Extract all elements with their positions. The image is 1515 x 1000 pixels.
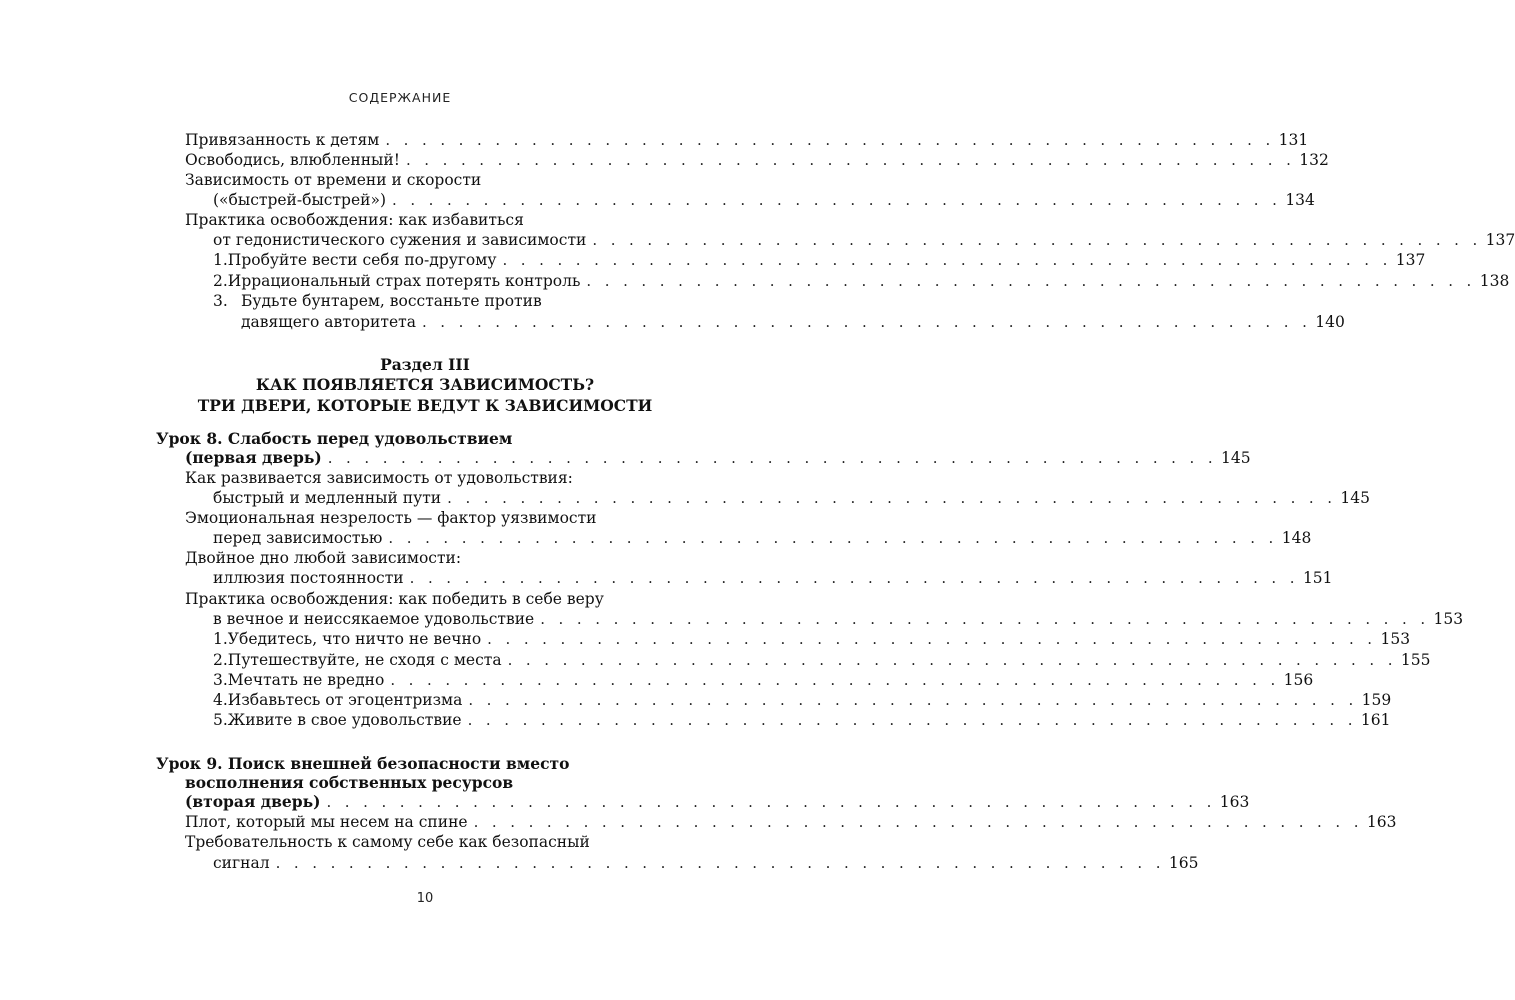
entry-title: Убедитесь, что ничто не вечно xyxy=(227,630,482,648)
dot-leader: . . . . . . . . . . . . . . . . . . . . . . . . . . . . . . . . . . . . . . . . . . . . . . . . . xyxy=(467,711,1357,729)
entry-title: Практика освобождения: как победить в себе веру xyxy=(185,590,604,608)
toc-subentry-3-line2 xyxy=(241,311,1345,333)
section-title-line2: ТРИ ДВЕРИ, КОТОРЫЕ ВЕДУТ К ЗАВИСИМОСТИ xyxy=(197,396,653,415)
toc-entry-pleasure-dependency-line2 xyxy=(213,487,1371,509)
section-title-line1: КАК ПОЯВЛЯЕТСЯ ЗАВИСИМОСТЬ? xyxy=(255,375,595,394)
dot-leader: . . . . . . . . . . . . . . . . . . . . . . . . . . . . . . . . . . . . . . . . . . . . . . . . . xyxy=(392,191,1282,209)
entry-page: 156 xyxy=(1283,671,1314,689)
entry-page: 145 xyxy=(1340,489,1371,507)
dot-leader: . . . . . . . . . . . . . . . . . . . . . . . . . . . . . . . . . . . . . . . . . . . . . . . . . xyxy=(388,529,1278,547)
lesson-title: восполнения собственных ресурсов xyxy=(185,773,514,792)
entry-page: 138 xyxy=(1479,272,1510,290)
entry-page: 163 xyxy=(1219,793,1250,811)
lesson-title: Урок 8. Слабость перед удовольствием xyxy=(156,429,513,448)
entry-title: Будьте бунтарем, восстаньте против xyxy=(241,292,542,310)
lesson-8-title-line2 xyxy=(185,447,1251,469)
lesson-9-title-line3 xyxy=(185,791,1250,813)
entry-title: Освободись, влюбленный! xyxy=(185,151,400,169)
entry-page: 163 xyxy=(1366,813,1397,831)
toc-entry-pleasure-dependency-line1 xyxy=(185,467,694,489)
toc-entry-practice-line1 xyxy=(185,209,694,231)
toc-entry-emotional-immaturity-line1 xyxy=(185,507,694,529)
entry-page: 161 xyxy=(1360,711,1391,729)
entry-title: перед зависимостью xyxy=(213,529,383,547)
dot-leader: . . . . . . . . . . . . . . . . . . . . . . . . . . . . . . . . . . . . . . . . . . . . . . . . . xyxy=(502,251,1392,269)
dot-leader: . . . . . . . . . . . . . . . . . . . . . . . . . . . . . . . . . . . . . . . . . . . . . . . . . xyxy=(592,231,1482,249)
dot-leader: . . . . . . . . . . . . . . . . . . . . . . . . . . . . . . . . . . . . . . . . . . . . . . . . . xyxy=(586,272,1476,290)
entry-title: Привязанность к детям xyxy=(185,131,380,149)
dot-leader: . . . . . . . . . . . . . . . . . . . . . . . . . . . . . . . . . . . . . . . . . . . . . . . . . xyxy=(385,131,1275,149)
entry-title: Мечтать не вредно xyxy=(227,671,385,689)
toc-entry-self-demand-line1 xyxy=(185,831,694,853)
lesson-title: (первая дверь) xyxy=(185,448,322,467)
entry-title: давящего авторитета xyxy=(241,313,416,331)
toc-subentry-2 xyxy=(213,649,1431,671)
toc-entry-double-bottom-line1 xyxy=(185,547,694,569)
toc-entry-practice-belief-line2 xyxy=(213,608,1464,630)
toc-subentry-1 xyxy=(213,628,1411,650)
entry-page: 165 xyxy=(1168,854,1199,872)
toc-subentry-3 xyxy=(213,669,1314,691)
dot-leader: . . . . . . . . . . . . . . . . . . . . . . . . . . . . . . . . . . . . . . . . . . . . . . . . . xyxy=(468,691,1358,709)
entry-page: 145 xyxy=(1221,449,1251,467)
entry-page: 153 xyxy=(1433,610,1464,628)
entry-page: 137 xyxy=(1395,251,1426,269)
entry-page: 155 xyxy=(1400,651,1431,669)
entry-page: 148 xyxy=(1281,529,1312,547)
entry-page: 134 xyxy=(1285,191,1315,209)
page-header: СОДЕРЖАНИЕ xyxy=(348,90,452,105)
entry-page: 151 xyxy=(1302,569,1333,587)
lesson-title: (вторая дверь) xyxy=(185,792,321,811)
dot-leader: . . . . . . . . . . . . . . . . . . . . . . . . . . . . . . . . . . . . . . . . . . . . . . . . . xyxy=(507,651,1397,669)
entry-title: Избавьтесь от эгоцентризма xyxy=(227,691,463,709)
entry-number: 1. xyxy=(213,251,228,269)
entry-number: 3. xyxy=(213,292,228,310)
dot-leader: . . . . . . . . . . . . . . . . . . . . . . . . . . . . . . . . . . . . . . . . . . . . . . . . . xyxy=(421,313,1312,331)
section-label: Раздел III xyxy=(380,355,470,374)
toc-entry-double-bottom-line2 xyxy=(213,567,1333,589)
dot-leader: . . . . . . . . . . . . . . . . . . . . . . . . . . . . . . . . . . . . . . . . . . . . . . . . . xyxy=(487,630,1377,648)
toc-entry-practice-belief-line1 xyxy=(185,588,694,610)
dot-leader: . . . . . . . . . . . . . . . . . . . . . . . . . . . . . . . . . . . . . . . . . . . . . . . . . xyxy=(540,610,1430,628)
entry-title: Двойное дно любой зависимости: xyxy=(185,549,462,567)
toc-entry-free-lover xyxy=(185,149,1329,171)
entry-title: Живите в свое удовольствие xyxy=(227,711,462,729)
entry-title: Требовательность к самому себе как безопасный xyxy=(185,833,590,851)
entry-page: 131 xyxy=(1278,131,1309,149)
toc-entry-children-attachment xyxy=(185,129,1309,151)
entry-number: 5. xyxy=(213,711,228,729)
dot-leader: . . . . . . . . . . . . . . . . . . . . . . . . . . . . . . . . . . . . . . . . . . . . . . . . . xyxy=(447,489,1337,507)
toc-subentry-4 xyxy=(213,689,1392,711)
entry-page: 132 xyxy=(1299,151,1329,169)
entry-title: иллюзия постоянности xyxy=(213,569,404,587)
toc-subentry-3-line1 xyxy=(213,290,694,312)
dot-leader: . . . . . . . . . . . . . . . . . . . . . . . . . . . . . . . . . . . . . . . . . . . . . . . . . xyxy=(275,854,1165,872)
dot-leader: . . . . . . . . . . . . . . . . . . . . . . . . . . . . . . . . . . . . . . . . . . . . . . . . . xyxy=(405,151,1296,169)
entry-title: в вечное и неиссякаемое удовольствие xyxy=(213,610,535,628)
entry-title: Плот, который мы несем на спине xyxy=(185,813,468,831)
entry-number: 2. xyxy=(213,651,228,669)
toc-entry-emotional-immaturity-line2 xyxy=(213,527,1312,549)
entry-title: Иррациональный страх потерять контроль xyxy=(227,272,581,290)
toc-entry-raft xyxy=(185,811,1397,833)
entry-title: от гедонистического сужения и зависимости xyxy=(213,231,587,249)
entry-number: 4. xyxy=(213,691,228,709)
dot-leader: . . . . . . . . . . . . . . . . . . . . . . . . . . . . . . . . . . . . . . . . . . . . . . . . . xyxy=(326,793,1216,811)
entry-title: Зависимость от времени и скорости xyxy=(185,171,482,189)
entry-title: Пробуйте вести себя по-другому xyxy=(227,251,497,269)
entry-title: сигнал xyxy=(213,854,270,872)
entry-number: 2. xyxy=(213,272,228,290)
toc-entry-time-dependency-line1 xyxy=(185,169,694,191)
toc-entry-time-dependency-line2 xyxy=(213,189,1315,211)
toc-subentry-1 xyxy=(213,249,1426,271)
toc-entry-practice-line2 xyxy=(213,229,1515,251)
dot-leader: . . . . . . . . . . . . . . . . . . . . . . . . . . . . . . . . . . . . . . . . . . . . . . . . . xyxy=(409,569,1299,587)
entry-number: 3. xyxy=(213,671,228,689)
entry-title: Эмоциональная незрелость — фактор уязвимости xyxy=(185,509,597,527)
entry-page: 153 xyxy=(1380,630,1411,648)
entry-title: быстрый и медленный пути xyxy=(213,489,442,507)
toc-subentry-2 xyxy=(213,270,1510,292)
lesson-title: Урок 9. Поиск внешней безопасности вместо xyxy=(156,754,570,773)
dot-leader: . . . . . . . . . . . . . . . . . . . . . . . . . . . . . . . . . . . . . . . . . . . . . . . . . xyxy=(473,813,1363,831)
entry-number: 1. xyxy=(213,630,228,648)
page-number: 10 xyxy=(416,891,434,906)
entry-title: Путешествуйте, не сходя с места xyxy=(227,651,502,669)
toc-subentry-5 xyxy=(213,709,1391,731)
entry-title: Как развивается зависимость от удовольствия: xyxy=(185,469,573,487)
entry-title: («быстрей-быстрей») xyxy=(213,191,386,209)
entry-title: Практика освобождения: как избавиться xyxy=(185,211,524,229)
dot-leader: . . . . . . . . . . . . . . . . . . . . . . . . . . . . . . . . . . . . . . . . . . . . . . . . . xyxy=(390,671,1280,689)
entry-page: 137 xyxy=(1485,231,1515,249)
entry-page: 140 xyxy=(1315,313,1345,331)
dot-leader: . . . . . . . . . . . . . . . . . . . . . . . . . . . . . . . . . . . . . . . . . . . . . . . . . xyxy=(327,449,1218,467)
toc-entry-self-demand-line2 xyxy=(213,852,1199,874)
entry-page: 159 xyxy=(1361,691,1392,709)
